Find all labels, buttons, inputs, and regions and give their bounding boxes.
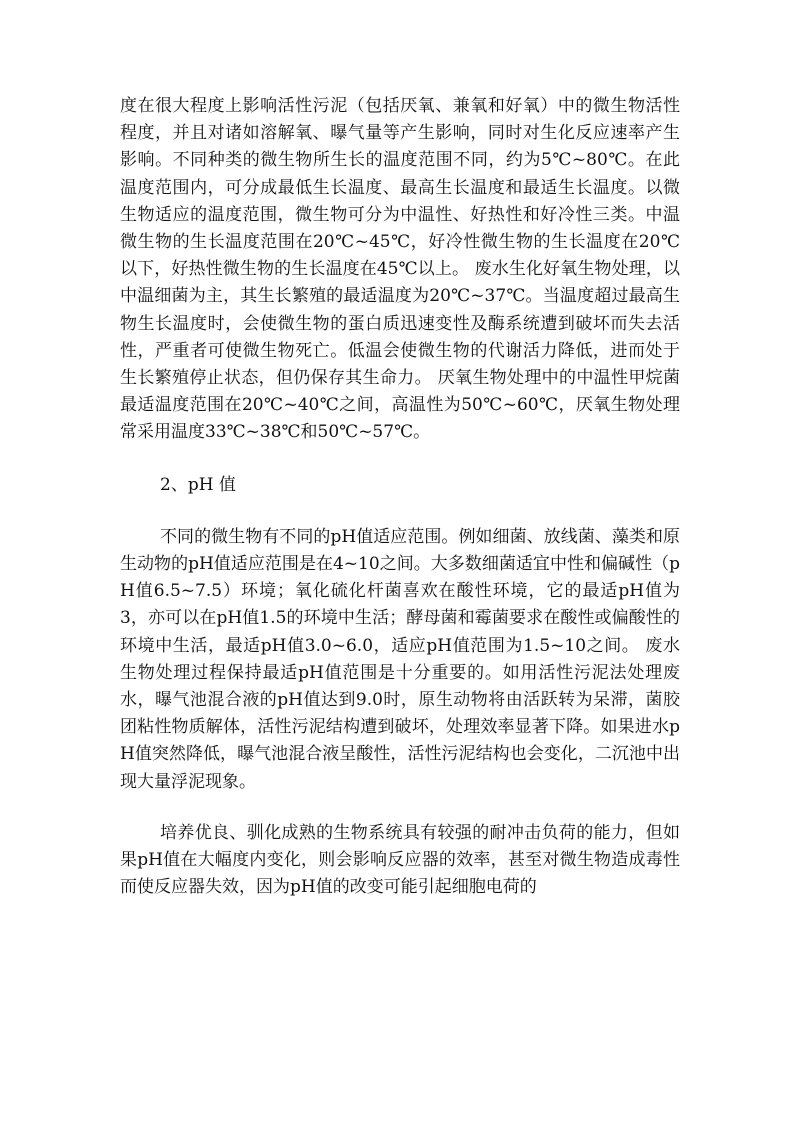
paragraph-ph-impact: 培养优良、驯化成熟的生物系统具有较强的耐冲击负荷的能力，但如果pH值在大幅度内变化，则会影响反应器的效率，甚至对微生物造成毒性而使反应器失效，因为pH值的改变可能引起细胞电荷的 (120, 822, 680, 898)
section-heading-ph: 2、pH 值 (160, 474, 236, 495)
paragraph-temperature: 度在很大程度上影响活性污泥（包括厌氧、兼氧和好氧）中的微生物活性程度，并且对诸如溶解氧、曝气量等产生影响，同时对生化反应速率产生影响。不同种类的微生物所生长的温度范围不同，约为5℃~80℃。在此温度范围内，可分成最低生长温度、最高生长温度和最适生长温度。以微生物适应的温度范围，微生物可分为中温性、好热性和好冷性三类。中温微生物的生长温度范围在20℃~45℃，好冷性微生物的生长温度在20℃以下，好热性微生物的生长温度在45℃以上。 废水生化好氧生物处理，以中温细菌为主，其生长繁殖的最适温度为20℃~37℃。当温度超过最高生物生长温度时，会使微生物的蛋白质迅速变性及酶系统遭到破坏而失去活性，严重者可使微生物死亡。低温会使微生物的代谢活力降低，进而处于生长繁殖停止状态，但仍保存其生命力。 厌氧生物处理中的中温性甲烷菌最适温度范围在20℃~40℃之间，高温性为50℃~60℃，厌氧生物处理常采用温度33℃~38℃和50℃~57℃。 (120, 96, 680, 443)
paragraph-ph-range: 不同的微生物有不同的pH值适应范围。例如细菌、放线菌、藻类和原生动物的pH值适应范围是在4~10之间。大多数细菌适宜中性和偏碱性（pH值6.5~7.5）环境；氧化硫化杆菌喜欢在酸性环境，它的最适pH值为3，亦可以在pH值1.5的环境中生活；酵母菌和霉菌要求在酸性或偏酸性的环境中生活，最适pH值3.0~6.0，适应pH值范围为1.5~10之间。 废水生物处理过程保持最适pH值范围是十分重要的。如用活性污泥法处理废水，曝气池混合液的pH值达到9.0时，原生动物将由活跃转为呆滞，菌胶团粘性物质解体，活性污泥结构遭到破坏，处理效率显著下降。如果进水pH值突然降低，曝气池混合液呈酸性，活性污泥结构也会变化，二沉池中出现大量浮泥现象。 (120, 526, 680, 792)
document-page (120, 93, 680, 901)
